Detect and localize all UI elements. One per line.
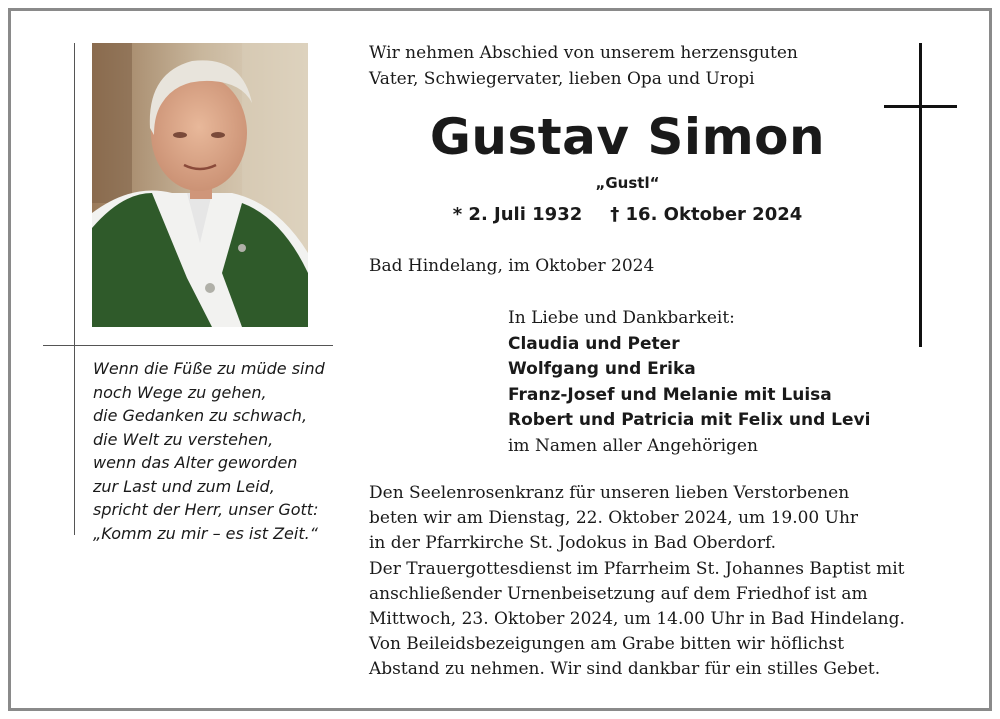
poem-line: die Gedanken zu schwach,	[93, 406, 308, 425]
mourner-name: Wolfgang und Erika	[508, 359, 696, 379]
poem-line: zur Last und zum Leid,	[93, 476, 275, 496]
deceased-name: Gustav Simon	[429, 108, 826, 166]
life-dates	[369, 204, 886, 225]
announcement-line: Den Seelenrosenkranz für unseren lieben Verstorbenen	[369, 483, 850, 503]
announcement-line: in der Pfarrkirche St. Jodokus in Bad Oberdorf.	[369, 533, 777, 554]
place-date: Bad Hindelang, im Oktober 2024	[369, 256, 655, 276]
poem	[93, 357, 343, 545]
mourner-name: Franz-Josef und Melanie mit Luisa	[508, 384, 832, 405]
nickname: „Gustl“	[595, 174, 660, 192]
poem-line: spricht der Herr, unser Gott:	[93, 500, 319, 519]
announcement-line: anschließender Urnenbeisetzung auf dem Friedhof ist am	[369, 583, 868, 604]
announcement-line: Der Trauergottesdienst im Pfarrheim St. Johannes Baptist mit	[369, 558, 905, 579]
left-vertical-rule	[74, 43, 75, 535]
announcement-line: beten wir am Dienstag, 22. Oktober 2024, um 19.00 Uhr	[369, 508, 859, 529]
announcement-line: Mittwoch, 23. Oktober 2024, um 14.00 Uhr in Bad Hindelang.	[369, 609, 905, 630]
announcement-line: Abstand zu nehmen. Wir sind dankbar für ein stilles Gebet.	[369, 659, 881, 680]
cross-icon	[919, 43, 922, 347]
service-announcement	[369, 481, 905, 683]
cross-bar	[884, 105, 957, 108]
death-date: † 16. Oktober 2024	[610, 204, 803, 225]
thanks-outro: im Namen aller Angehörigen	[508, 435, 758, 456]
mourners-block	[508, 306, 870, 459]
birth-date: * 2. Juli 1932	[452, 204, 583, 225]
mourner-name: Robert und Patricia mit Felix und Levi	[508, 410, 871, 430]
poem-line: wenn das Alter geworden	[93, 453, 298, 472]
intro-line: Vater, Schwiegervater, lieben Opa und Uropi	[369, 69, 755, 89]
thanks-intro: In Liebe und Dankbarkeit:	[508, 308, 735, 328]
left-horizontal-rule	[43, 345, 333, 346]
poem-line: „Komm zu mir – es ist Zeit.“	[93, 523, 318, 543]
announcement-line: Von Beileidsbezeigungen am Grabe bitten wir höflichst	[369, 634, 845, 655]
intro-text	[369, 40, 798, 92]
portrait-photo	[92, 43, 308, 327]
intro-line: Wir nehmen Abschied von unserem herzensguten	[369, 43, 798, 63]
poem-line: noch Wege zu gehen,	[93, 382, 267, 402]
poem-line: Wenn die Füße zu müde sind	[93, 359, 325, 378]
mourner-name: Claudia und Peter	[508, 333, 680, 354]
poem-line: die Welt zu verstehen,	[93, 429, 274, 449]
